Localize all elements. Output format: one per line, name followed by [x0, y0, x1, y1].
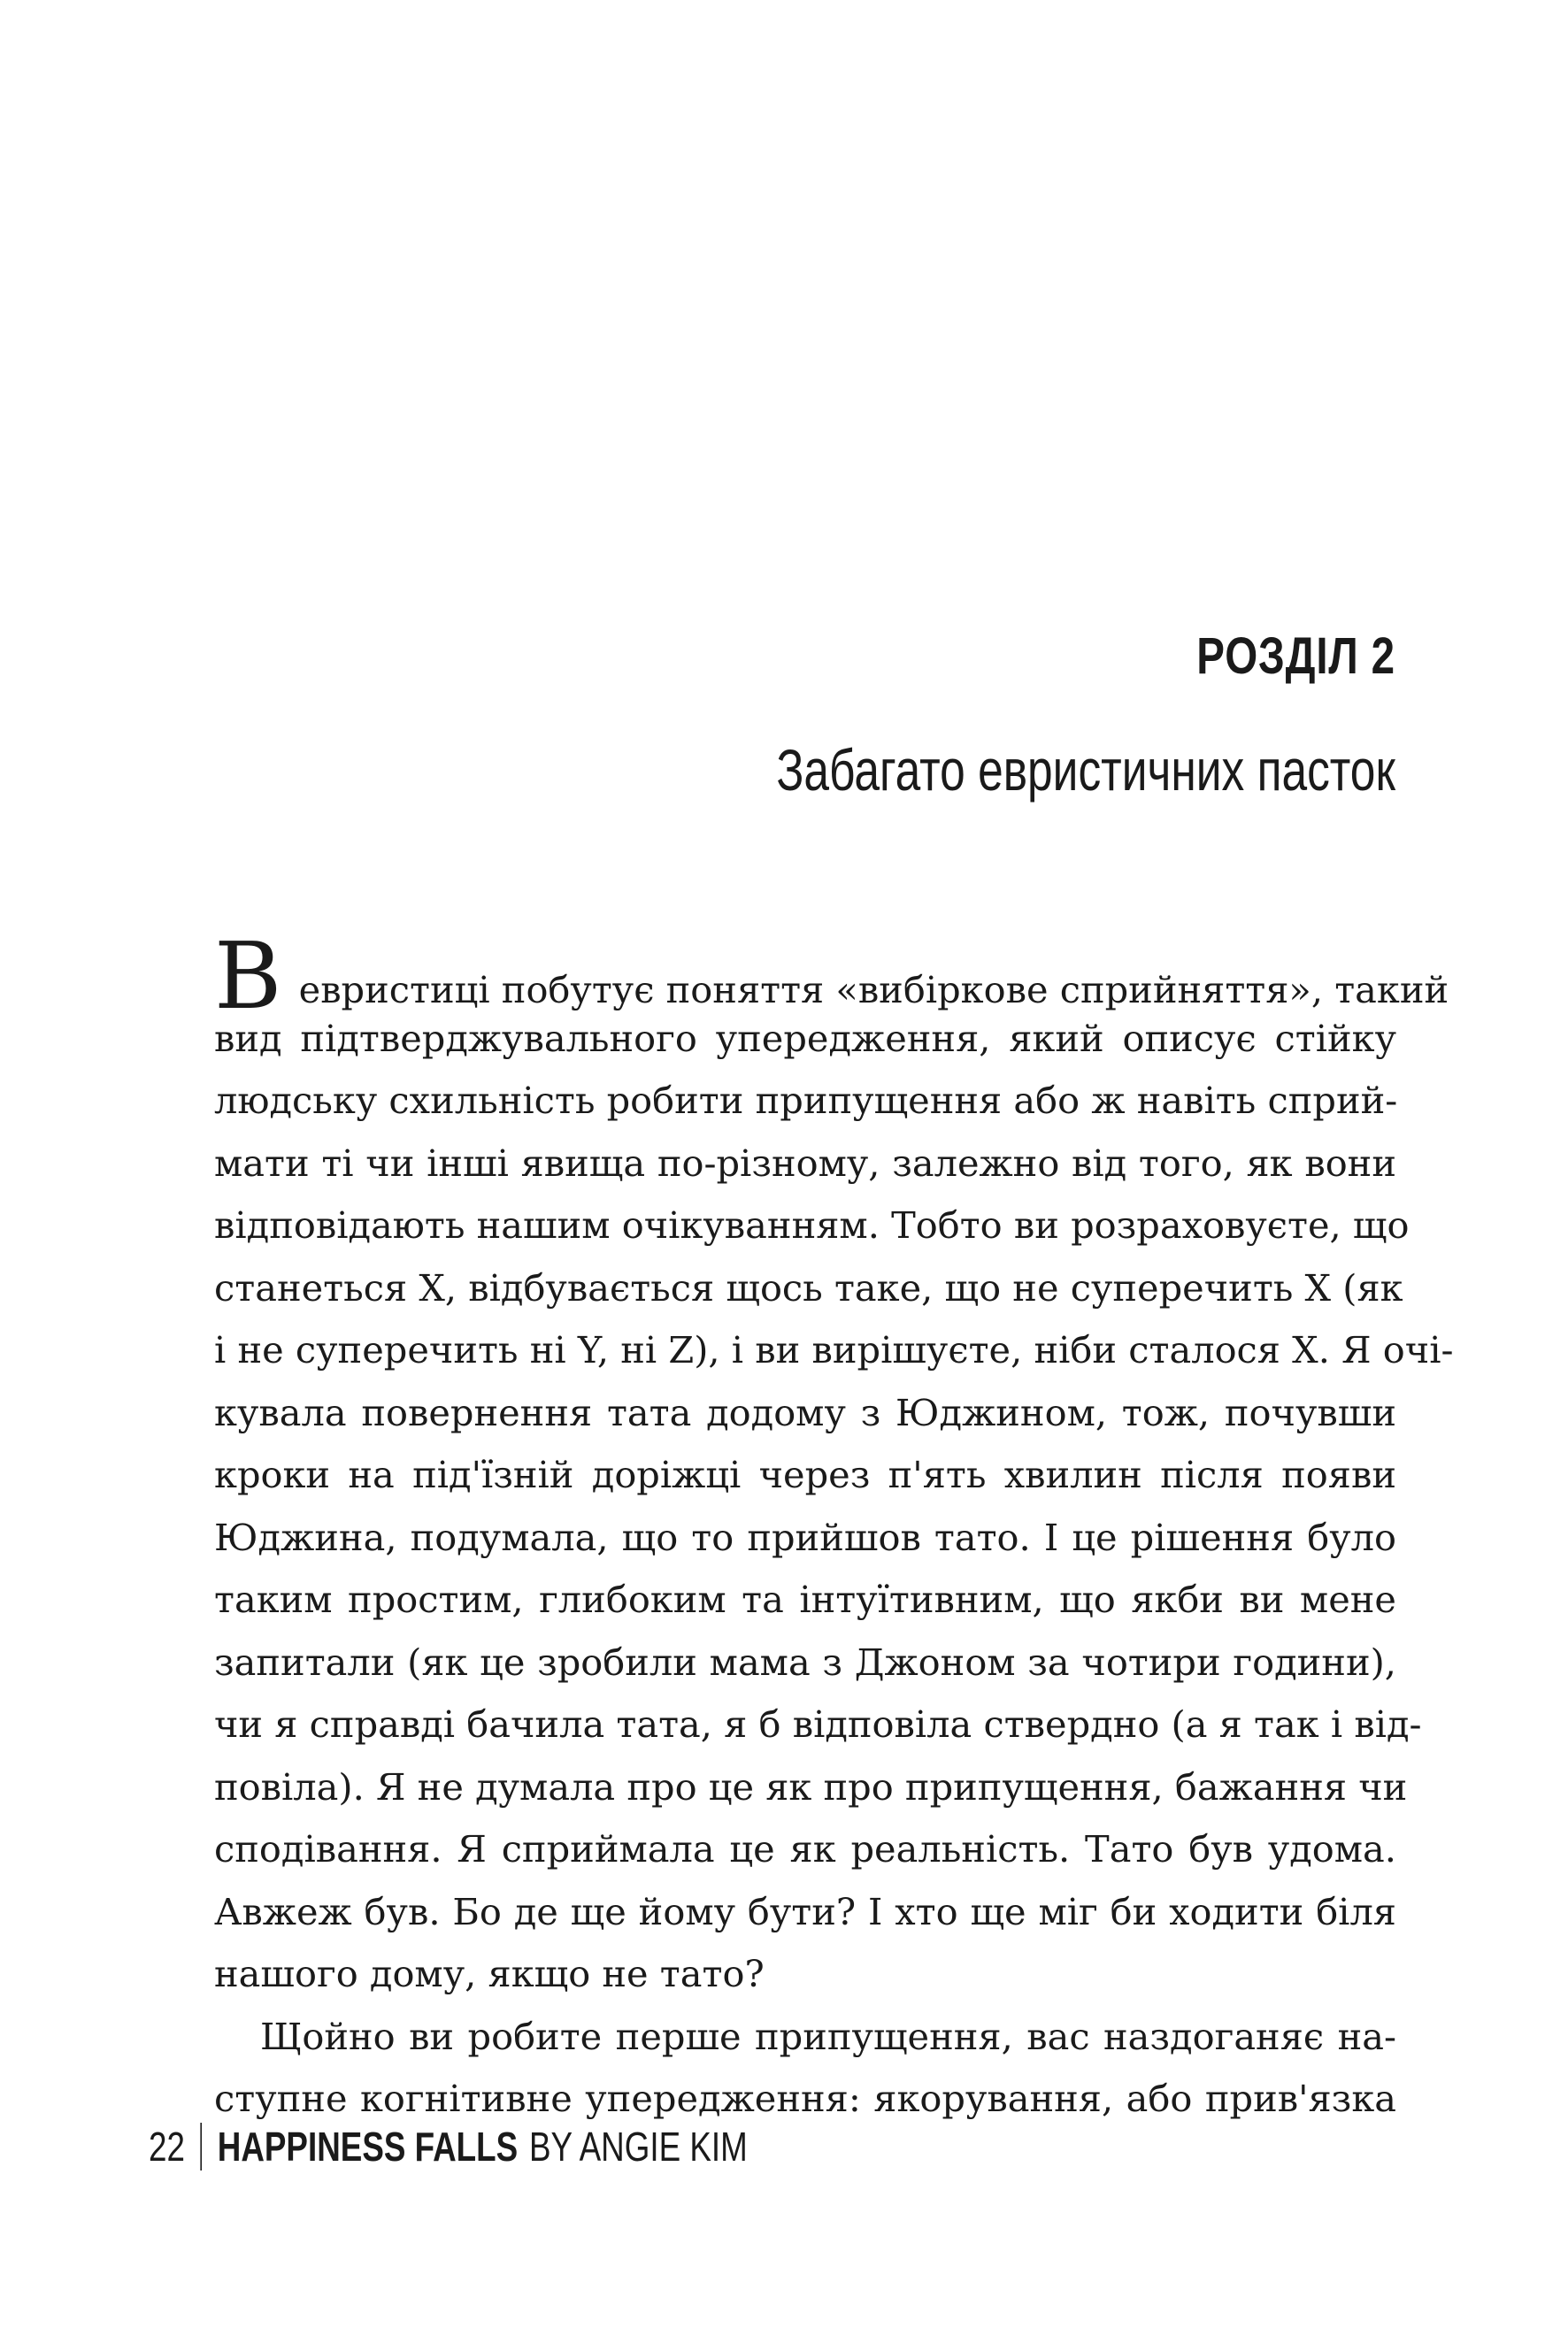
text-line: ступне когнітивне упередження: якорування, або прив'язка: [214, 2077, 1396, 2120]
text-line: Щойно ви робите перше припущення, вас наздоганяє на-: [260, 2014, 1396, 2058]
text-line: станеться X, відбувається щось таке, що не суперечить X (як: [214, 1265, 1403, 1310]
text-line: вид підтверджувального упередження, який описує стійку: [214, 1016, 1396, 1060]
text-line: В евристиці побутує поняття «вибіркове сприйняття», такий: [214, 922, 1449, 1030]
drop-cap: В: [214, 922, 282, 1030]
text-line: чи я справді бачила тата, я б відповіла ствердно (а я так і від-: [214, 1702, 1422, 1746]
text-line: Юджина, подумала, що то прийшов тато. І це рішення було: [214, 1515, 1396, 1559]
text-line: повіла). Я не думала про це як про припущення, бажання чи: [214, 1764, 1408, 1809]
body-text: [214, 922, 1454, 2131]
text-line: кувала повернення тата додому з Юджином, тож, почувши: [214, 1390, 1396, 1434]
book-title: HAPPINESS FALLS: [217, 2124, 519, 2170]
text-line: кроки на під'їзній доріжці через п'ять хвилин після появи: [214, 1453, 1396, 1496]
author-name: BY ANGIE KIM: [528, 2124, 748, 2170]
text-line: нашого дому, якщо не тато?: [214, 1952, 765, 1995]
text-line: запитали (як це зробили мама з Джоном за чотири години),: [214, 1640, 1396, 1684]
text-line: людську схильність робити припущення або ж навіть сприй-: [214, 1079, 1398, 1122]
page-footer: [149, 2123, 748, 2170]
chapter-title: Забагато евристичних пасток: [776, 737, 1395, 803]
text-line: і не суперечить ні Y, ні Z), і ви вирішуєте, ніби сталося X. Я очі-: [214, 1328, 1454, 1371]
text-line: мати ті чи інші явища по-різному, залежно від того, як вони: [214, 1141, 1396, 1185]
chapter-label: РОЗДІЛ 2: [1196, 627, 1395, 685]
text-line: відповідають нашим очікуванням. Тобто ви розраховуєте, що: [214, 1203, 1410, 1247]
footer-divider: [201, 2123, 203, 2170]
text-line: таким простим, глибоким та інтуїтивним, що якби ви мене: [214, 1578, 1396, 1621]
page-number: 22: [149, 2124, 185, 2170]
text-line: сподівання. Я сприймала це як реальність. Тато був удома.: [214, 1827, 1396, 1871]
text-line: Авжеж був. Бо де ще йому бути? І хто ще міг би ходити біля: [214, 1889, 1396, 1933]
